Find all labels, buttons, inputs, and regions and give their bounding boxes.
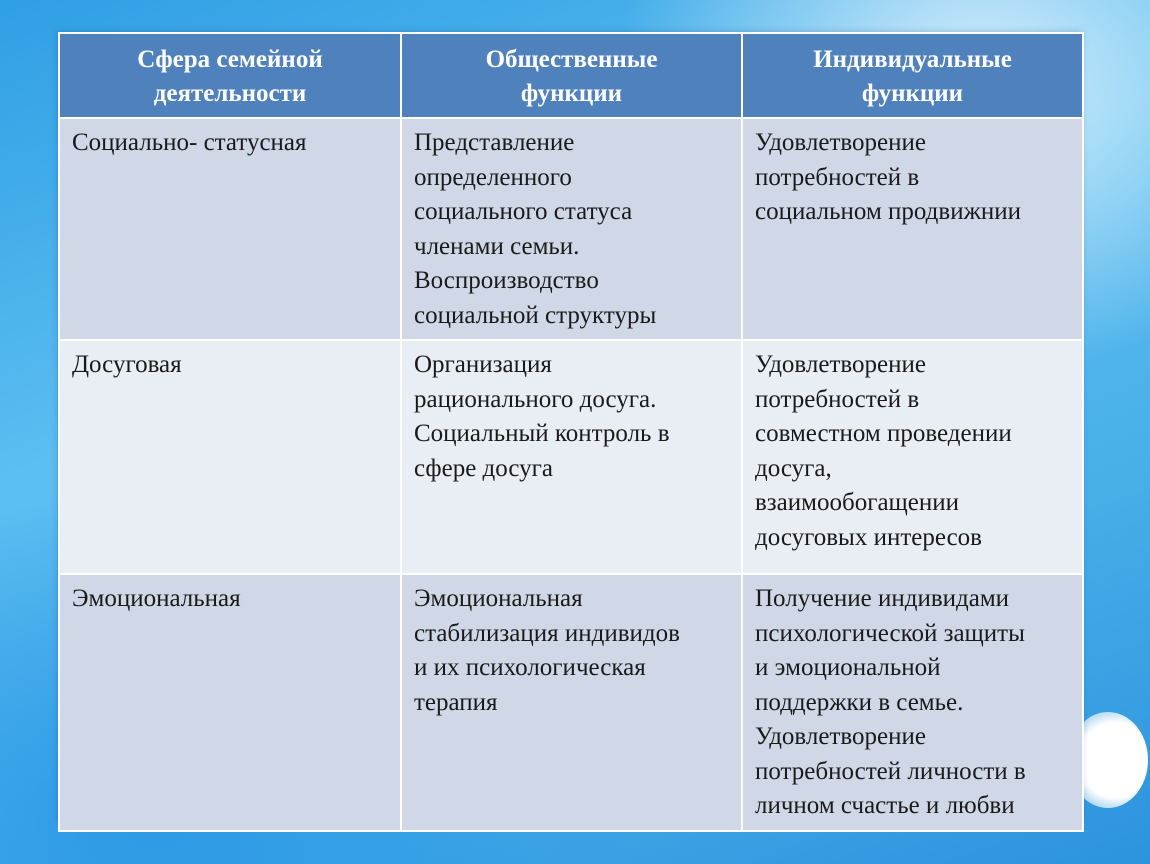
header-sphere-label: Сфера семейной деятельности [137,46,323,107]
cell-public [401,574,742,831]
header-individual-label: Индивидуальные функции [813,46,1012,107]
header-sphere [59,33,401,118]
header-row [59,33,1083,118]
table-row [59,574,1083,831]
cell-public-text: Эмоциональная стабилизация индивидов и их психологическая терапия [414,585,680,716]
cell-sphere [59,574,401,831]
cell-sphere [59,118,401,340]
cell-individual [742,340,1083,574]
cell-individual [742,118,1083,340]
cell-public [401,340,742,574]
slide-table-panel [58,32,1082,822]
table-row [59,118,1083,340]
header-individual-functions [742,33,1083,118]
cell-public-text: Организация рационального досуга. Социальный контроль в сфере досуга [414,351,670,482]
cell-sphere [59,340,401,574]
header-public-label: Общественные функции [485,46,658,107]
cell-individual-text: Удовлетворение потребностей в совместном проведении досуга, взаимообогащении досуговых интересов [755,351,1012,551]
header-public-functions [401,33,742,118]
cell-public [401,118,742,340]
table-row [59,340,1083,574]
cell-public-text: Представление определенного социального статуса членами семьи. Воспроизводство социальной структуры [414,129,657,329]
cell-sphere-text: Эмоциональная [72,585,241,612]
table-body [59,118,1083,831]
cell-sphere-text: Досуговая [72,351,182,378]
table-header [59,33,1083,118]
family-functions-table [58,32,1084,832]
cell-individual [742,574,1083,831]
cell-individual-text: Удовлетворение потребностей в социальном продвижнии [755,129,1021,225]
cell-sphere-text: Социально- статусная [72,129,307,156]
cell-individual-text: Получение индивидами психологической защиты и эмоциональной поддержки в семье. Удовлетворение потребностей личности в личном счастье и любви [755,585,1026,819]
